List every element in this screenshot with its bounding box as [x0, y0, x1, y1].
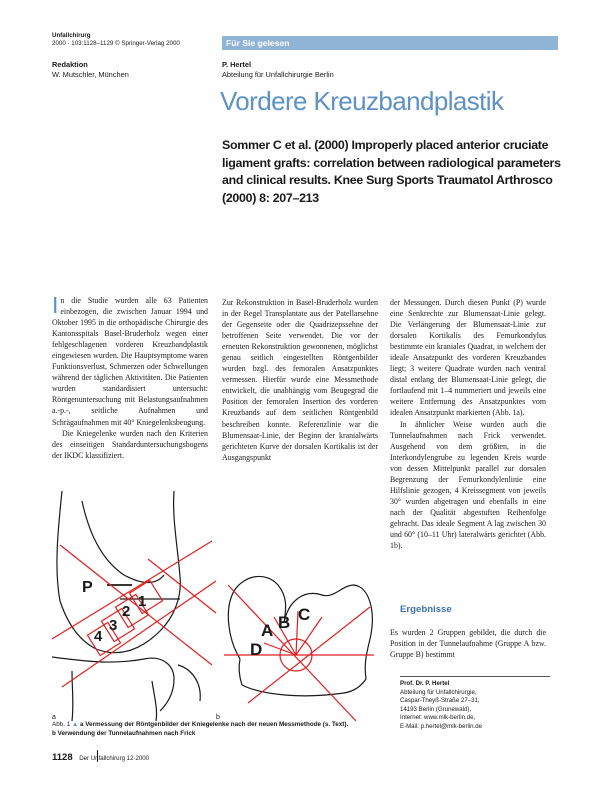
article-title: Vordere Kreuzbandplastik: [220, 86, 504, 116]
label-d: D: [250, 640, 263, 659]
label-2: 2: [122, 603, 131, 620]
journal-name: Unfallchirurg: [52, 32, 91, 39]
text-column-3-continued: [390, 627, 546, 660]
figure-caption: [52, 721, 382, 738]
caption-part-b: b Verwendung der Tunnelaufnahmen nach Frick: [52, 729, 196, 737]
footer-journal: Der Unfallchirurg 12·2000: [79, 755, 150, 762]
paragraph: In ähnlicher Weise wurden auch die Tunnelaufnahmen nach Frick verwendet. Ausgehend von dem größten, in die Interkondylengrube zu legenden Kreis wurde von dessen Mittelpunkt parallel zur dorsalen Begrenzung der Femurkondylenlinie eine Hilfslinie gezogen, 4 Kreissegment von jeweils 30° wurden abgetragen und ebenfalls in eine nach der Qualität abgestuften Reihenfolge gebracht. Das ideale Segment A lag zwischen 30 und 60° (10–11 Uhr) lateralwärts gerichtet (Abb. 1b).: [390, 419, 546, 551]
caption-label: Abb. 1: [52, 721, 71, 728]
panel-label-b: b: [216, 714, 220, 721]
contact-box: [400, 676, 550, 731]
page-number: 1128: [52, 752, 73, 763]
contact-email[interactable]: E-Mail: p.hertel@mlk-berlin.de: [400, 722, 483, 730]
paragraph: Es wurden 2 Gruppen gebildet, die durch die Position in der Tunnelaufnahme (Gruppe A bzw. Gruppe B) bestimmt: [390, 628, 546, 660]
paragraph: Zur Rekonstruktion in Basel-Bruderholz wurden in der Regel Transplantate aus der Patellarsehne der Gegenseite oder die Quadrizepssehne der betroffenen Seite verwendet. Die vor der erneuten Rekonstruktion gewonnenen, möglichst genau seitlich eingestellten Röntgenbilder wurden bzgl. des femoralen Ansatzpunktes vermessen. Hierfür wurde eine Messmethode entwickelt, die unabhängig vom Beugegrad die Position der femoralen Insertion des vorderen Kreuzbands auf dem seitlichen Röntgenbild beschreiben konnte. Referenzlinie war die Blumensaat-Linie, der Beginn der kranialwärts gerichteten Kurve der dorsalen Kortikalis ist der Ausgangspunkt: [222, 298, 378, 462]
footer-divider: [97, 750, 98, 762]
text-column-3: [390, 297, 546, 551]
label-3: 3: [109, 617, 118, 634]
label-c: C: [298, 605, 311, 624]
article-citation: Sommer C et al. (2000) Improperly placed anterior cruciate ligament grafts: correlation between radiological parameters and clinical results. Knee Surg Sports Traumatol Arthrosco (2000) 8: 207–213: [222, 138, 561, 205]
drop-cap: I: [52, 292, 59, 318]
label-4: 4: [94, 628, 103, 645]
paragraph: [52, 292, 208, 428]
caption-triangle-icon: ▲: [71, 721, 79, 728]
section-heading-ergebnisse: Ergebnisse: [400, 604, 452, 615]
redaktion-label: Redaktion: [52, 60, 88, 69]
text-column-2: [222, 297, 378, 463]
contact-link[interactable]: Internet: www.mlk-berlin.de,: [400, 714, 476, 721]
redaktion: [52, 60, 129, 80]
panel-a-grid: [52, 541, 216, 687]
author-block: [222, 60, 334, 80]
section-banner: Für Sie gelesen: [222, 36, 558, 50]
label-1: 1: [138, 593, 147, 610]
contact-line: Abteilung für Unfallchirurgie,: [400, 688, 477, 696]
caption-part-a: a Vermessung der Röntgenbilder der Kniegelenke nach der neuen Messmethode (s. Text).: [79, 721, 349, 728]
author-name: P. Hertel: [222, 60, 252, 69]
contact-name: Prof. Dr. P. Hertel: [400, 680, 450, 687]
paragraph: der Messungen. Durch diesen Punkt (P) wurde eine Senkrechte zur Blumensaat-Linie gelegt. Die Verlängerung der Blumensaat-Linie zur dorsalen Kortikalis des Femurkondylus bestimmte ein kraniales Quadrat, in welchem der ideale Ansatzpunkt des vorderen Kreuzbandes liegt; 3 weitere Quadrate wurden nach ventral distal entlang der Blumensaat-Linie gelegt, die fortlaufend mit 1–4 nummeriert und jeweils eine weitere Entfernung des Ansatzpunktes vom idealen Ansatzpunkt markierten (Abb. 1a).: [390, 298, 546, 418]
panel-b-labels: [216, 605, 310, 721]
journal-citation: 2000 · 103:1128–1129 © Springer-Verlag 2000: [52, 40, 180, 48]
figure-knee-diagram: [52, 489, 377, 721]
label-a: A: [261, 621, 274, 640]
panel-b-drawing: [228, 576, 372, 695]
contact-line: Caspar-Theyß-Straße 27–31,: [400, 697, 480, 704]
journal-meta: [52, 32, 180, 49]
panel-label-a: a: [52, 714, 56, 721]
label-p: P: [82, 579, 93, 596]
page-footer: [52, 752, 149, 763]
redaktion-name: W. Mutschler, München: [52, 70, 129, 79]
label-b: B: [278, 613, 291, 632]
contact-line: 14193 Berlin (Grunewald),: [400, 705, 472, 713]
paragraph: Die Kniegelenke wurden nach den Kriterien des einseitigen Standarduntersuchungsbogens der IKDC klassifiziert.: [52, 428, 208, 460]
author-affiliation: Abteilung für Unfallchirurgie Berlin: [222, 70, 334, 79]
text-column-1: [52, 292, 208, 461]
paragraph-text: n die Studie wurden alle 63 Patienten einbezogen, die zwischen Januar 1994 und Oktober 1995 in die orthopädische Chirurgie des Kantonsspitals Basel-Bruderholz wegen einer fehlgeschlagenen vorderen Kreuzbandplastik eingewiesen wurden. Die Hauptsymptome waren Funktionsverlust, Schmerzen oder Schwellungen während der täglichen Aktivitäten. Die Patienten wurden standardisiert untersucht: Röntgenuntersuchung mit Belastungsaufnahmen a.-p.-, seitliche Aufnahmen und Schrägaufnahmen mit 40° Kniegelenksbeugung.: [52, 296, 208, 427]
